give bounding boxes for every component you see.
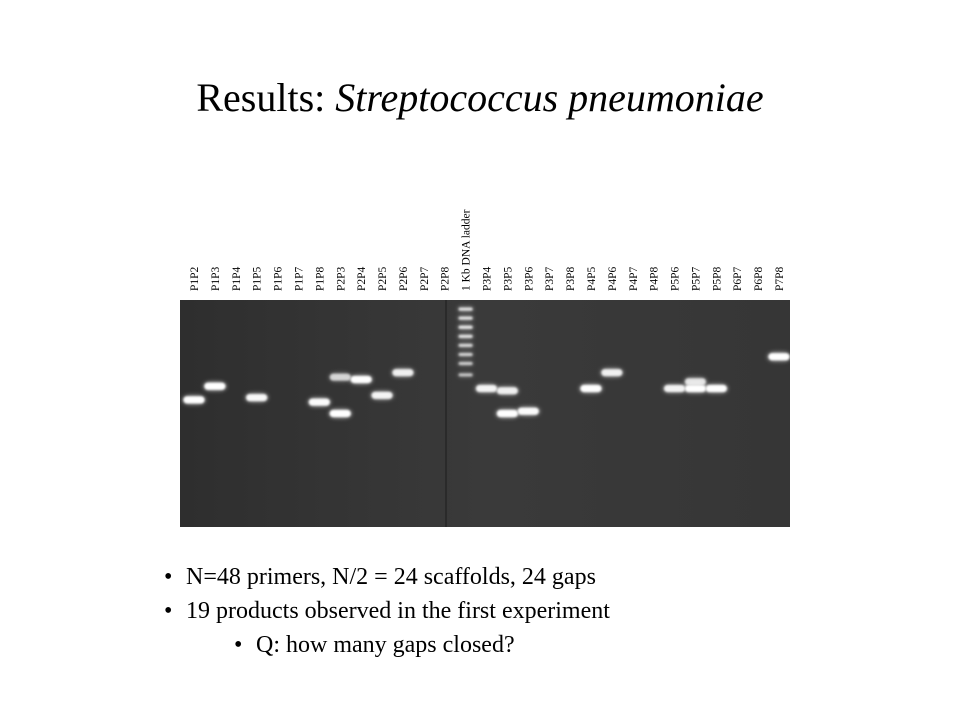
lane-label: P5P6 bbox=[669, 266, 682, 291]
lane-label: P4P5 bbox=[585, 266, 598, 291]
lane-label: P2P3 bbox=[335, 266, 348, 291]
lane-label: P1P3 bbox=[209, 266, 222, 291]
slide-title bbox=[0, 74, 960, 122]
lane-label: P1P2 bbox=[189, 266, 201, 291]
lane-label: P3P7 bbox=[544, 266, 557, 291]
lane-label: P5P7 bbox=[690, 266, 703, 291]
dna-band bbox=[329, 409, 352, 418]
lane-label: P4P7 bbox=[627, 266, 640, 291]
lane-label: P3P6 bbox=[523, 266, 536, 291]
lane-label: P3P4 bbox=[481, 266, 494, 291]
ladder-band bbox=[458, 352, 474, 357]
dna-band bbox=[350, 375, 373, 384]
bullet-list bbox=[186, 560, 610, 662]
dna-band bbox=[183, 395, 206, 404]
dna-band bbox=[371, 391, 394, 400]
dna-band bbox=[684, 377, 707, 386]
ladder-band bbox=[458, 325, 474, 330]
lane-label: P3P8 bbox=[565, 266, 578, 291]
dna-band bbox=[496, 386, 519, 395]
dna-band bbox=[245, 393, 268, 402]
lane-label: P1P7 bbox=[293, 266, 306, 291]
dna-band bbox=[203, 382, 226, 391]
ladder-band bbox=[458, 372, 474, 377]
ladder-band bbox=[458, 334, 474, 339]
lane-label: P1P8 bbox=[314, 266, 327, 291]
dna-band bbox=[768, 352, 791, 361]
bullet-item: • N=48 primers, N/2 = 24 scaffolds, 24 gaps bbox=[186, 560, 610, 594]
dna-band bbox=[517, 407, 540, 416]
dna-band bbox=[663, 384, 686, 393]
lane-label: P3P5 bbox=[502, 266, 515, 291]
lane-label: P7P8 bbox=[774, 266, 786, 291]
ladder-band bbox=[458, 361, 474, 366]
lane-label: P2P7 bbox=[418, 266, 431, 291]
ladder-band bbox=[458, 343, 474, 348]
lane-label: P6P7 bbox=[732, 266, 745, 291]
ladder-band bbox=[458, 316, 474, 321]
lane-label: P2P5 bbox=[377, 266, 390, 291]
title-prefix: Results: bbox=[196, 75, 336, 120]
dna-band bbox=[496, 409, 519, 418]
lane-label: P2P8 bbox=[439, 266, 452, 291]
dna-band bbox=[308, 398, 331, 407]
lane-label: P4P8 bbox=[648, 266, 661, 291]
lane-label: P2P4 bbox=[356, 266, 369, 291]
dna-band bbox=[600, 368, 623, 377]
dna-band bbox=[705, 384, 728, 393]
gel-image bbox=[180, 300, 790, 527]
ladder-band bbox=[458, 307, 474, 312]
lane-label: P2P6 bbox=[397, 266, 410, 291]
dna-band bbox=[579, 384, 602, 393]
bullet-item: • Q: how many gaps closed? bbox=[186, 628, 610, 662]
lane-label: P5P8 bbox=[711, 266, 724, 291]
lane-label: P1P5 bbox=[251, 266, 264, 291]
dna-band bbox=[391, 368, 414, 377]
dna-band bbox=[475, 384, 498, 393]
lane-label: P4P6 bbox=[606, 266, 619, 291]
lane-label: P1P6 bbox=[272, 266, 285, 291]
dna-band bbox=[329, 373, 352, 382]
dna-band bbox=[684, 384, 707, 393]
lane-label: P1P4 bbox=[230, 266, 243, 291]
bullet-item: • 19 products observed in the first experiment bbox=[186, 594, 610, 628]
lane-label: P6P8 bbox=[753, 266, 766, 291]
ladder-lane-label: 1 Kb DNA ladder bbox=[460, 209, 473, 291]
title-species: Streptococcus pneumoniae bbox=[335, 75, 764, 120]
